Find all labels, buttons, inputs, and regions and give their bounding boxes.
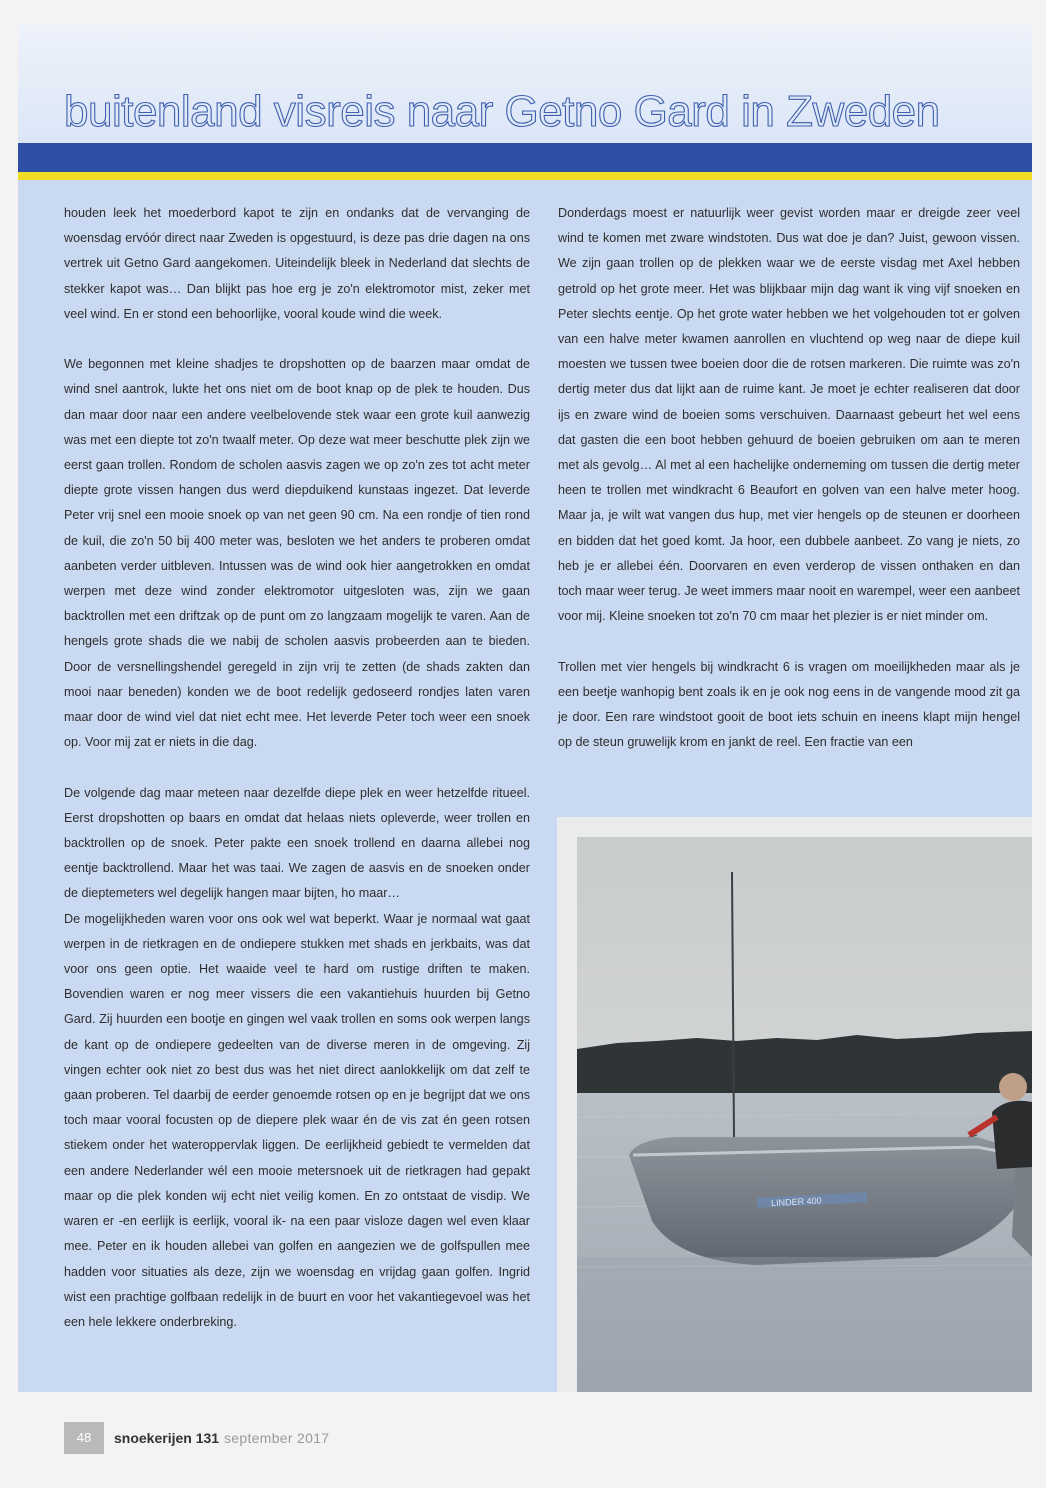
issue-date: september 2017 [224,1430,330,1446]
angler-body [992,1101,1032,1169]
header-stripe-blue [18,143,1032,172]
photo-illustration [557,817,1032,1392]
paragraph: houden leek het moederbord kapot te zijn en ondanks dat de vervanging de woensdag ervóór direct naar Zweden is opgestuurd, is deze pas drie dagen na ons vertrek uit Getno Gard aangekomen. Uiteindelijk bleek in Nederland dat slechts de stekker kapot was… Dan blijkt pas hoe erg je zo'n elektromotor mist, zeker met veel wind. En er stond een behoorlijke, vooral koude wind die week. [64,206,530,321]
issue-number: 131 [195,1430,220,1446]
magazine-name: snoekerijen [114,1430,192,1446]
article-column-left [64,201,530,1360]
paragraph: Trollen met vier hengels bij windkracht 6 is vragen om moeilijkheden maar als je een beetje wanhopig bent zoals ik en je ook nog eens in de vangende mood zit ga je door. Een rare windstoot gooit de boot iets schuin en ineens klapt mijn hengel op de steun gruwelijk krom en jankt de reel. Een fractie van een [558,659,1020,750]
paragraph: De volgende dag maar meteen naar dezelfde diepe plek en weer hetzelfde ritueel. Eerst dropshotten op baars en omdat dat helaas niets opleverde, weer trollen en backtrollen op de snoek. Peter pakte een snoek trollend en daarna allebei nog eentje backtrollend. Maar het was taai. We zagen de aasvis en de snoeken onder de dieptemeters wel degelijk hangen maar bijten, ho maar… [64,785,530,901]
paragraph: De mogelijkheden waren voor ons ook wel wat beperkt. Waar je normaal wat gaat werpen in de rietkragen en de ondiepere stukken met shads en jerkbaits, was dat voor ons geen optie. Het waaide veel te hard om rustige driften te maken. Bovendien waren er nog meer vissers die een vakantiehuis huurden bij Getno Gard. Zij huurden een bootje en gingen wel vaak trollen en soms ook werpen langs de kant op de ondiepere gedeelten van de diverse meren in de omgeving. Zij vingen echter ook niet zo best dus was het niet direct aanlokkelijk om dat zelf te gaan proberen. Tel daarbij de eerder genoemde rotsen op en je begrijpt dat we ons toch maar vooral focusten op de diepere plek waar én de vis zat én geen rotsen stiekem onder het wateroppervlak liggen. De eerlijkheid gebiedt te vermelden dat een andere Nederlander wél een mooie metersnoek uit de rietkragen had gepakt maar op die plek konden wij echt niet veilig komen. En zo ontstaat de visdip. We waren er -en eerlijk is eerlijk, vooral ik- na een paar visloze dagen wel even klaar mee. Peter en ik houden allebei van golfen en aangezien we de golfspullen mee hadden voor situaties als deze, zijn we woensdag en vrijdag gaan golfen. Ingrid wist een prachtige golfbaan redelijk in de buurt en voor het vakantiegevoel was het een hele lekkere onderbreking. [64,911,530,1329]
page-number: 48 [64,1422,104,1454]
paragraph: We begonnen met kleine shadjes te dropshotten op de baarzen maar omdat de wind snel aantrok, lukte het ons niet om de boot knap op de plek te houden. Dus dan maar door naar een andere veelbelovende stek waar een grote kuil aanwezig was met een diepte tot zo'n twaalf meter. Op deze wat meer beschutte plek zijn we eerst gaan trollen. Rondom de scholen aasvis zagen we op zo'n zes tot acht meter diepte grote vissen hangen dus werd diepduikend kunstaas ingezet. Dat leverde Peter vrij snel een mooie snoek op van net geen 90 cm. Na een rondje of tien rond de kuil, die zo'n 50 bij 400 meter was, besloten we het anders te proberen omdat aanbeten verder uitbleven. Intussen was de wind ook hier aangetrokken en omdat werpen met deze wind zonder elektromotor uitgesloten was, zijn we gaan backtrollen met een driftzak op de punt om zo langzaam mogelijk te varen. Aan de hengels grote shads die we nabij de scholen aasvis probeerden aan te bieden. Door de versnellingshendel geregeld in zijn vrij te zetten (de shads zakten dan mooi naar beneden) konden we de boot redelijk gedoseerd rondjes laten varen maar door de wind viel dat niet echt mee. Het leverde Peter toch weer een snoek op. Voor mij zat er niets in die dag. [64,357,530,750]
page-title: buitenland visreis naar Getno Gard in Zweden [64,87,940,136]
boat-label: LINDER 400 [770,1195,822,1209]
header-stripe-yellow [18,172,1032,180]
magazine-issue [114,1430,219,1446]
article-column-right [558,201,1020,781]
boat-fishing-photo [557,817,1032,1392]
angler-head [999,1073,1027,1101]
paragraph: Donderdags moest er natuurlijk weer gevist worden maar er dreigde zeer veel wind te komen met zware windstoten. Dus wat doe je dan? Juist, gewoon vissen. We zijn gaan trollen op de plekken waar we de eerste visdag met Axel hebben getrold op het grote meer. Het was blijkbaar mijn dag want ik ving vijf snoeken en Peter slechts eentje. Op het grote water hebben we het volgehouden tot er golven van een halve meter kwamen aanrollen en vluchtend op weg naar de diepe kuil moesten we tussen twee boeien door die de rotsen markeren. Die ruimte was zo'n dertig meter dus dat lijkt aan de ruime kant. Je moet je echter realiseren dat door ijs en zware wind de boeien soms verschuiven. Daarnaast gebeurt het wel eens dat gasten die een boot hebben gehuurd de boeien gebruiken om aan te meren met als gevolg… Al met al een hachelijke onderneming om tussen die dertig meter heen te trollen met windkracht 6 Beaufort en golven van een halve meter hoog. Maar ja, je wilt wat vangen dus hup, met vier hengels op de steunen er doorheen en bidden dat het goed komt. Ja hoor, een dubbele aanbeet. Zo vang je niets, zo heb je er allebei één. Doorvaren en even verderop de vissen onthaken en dan toch maar weer terug. Je weet immers maar nooit en warempel, weer een aanbeet voor mij. Kleine snoeken tot zo'n 70 cm maar het plezier is er niet minder om. [558,206,1020,624]
